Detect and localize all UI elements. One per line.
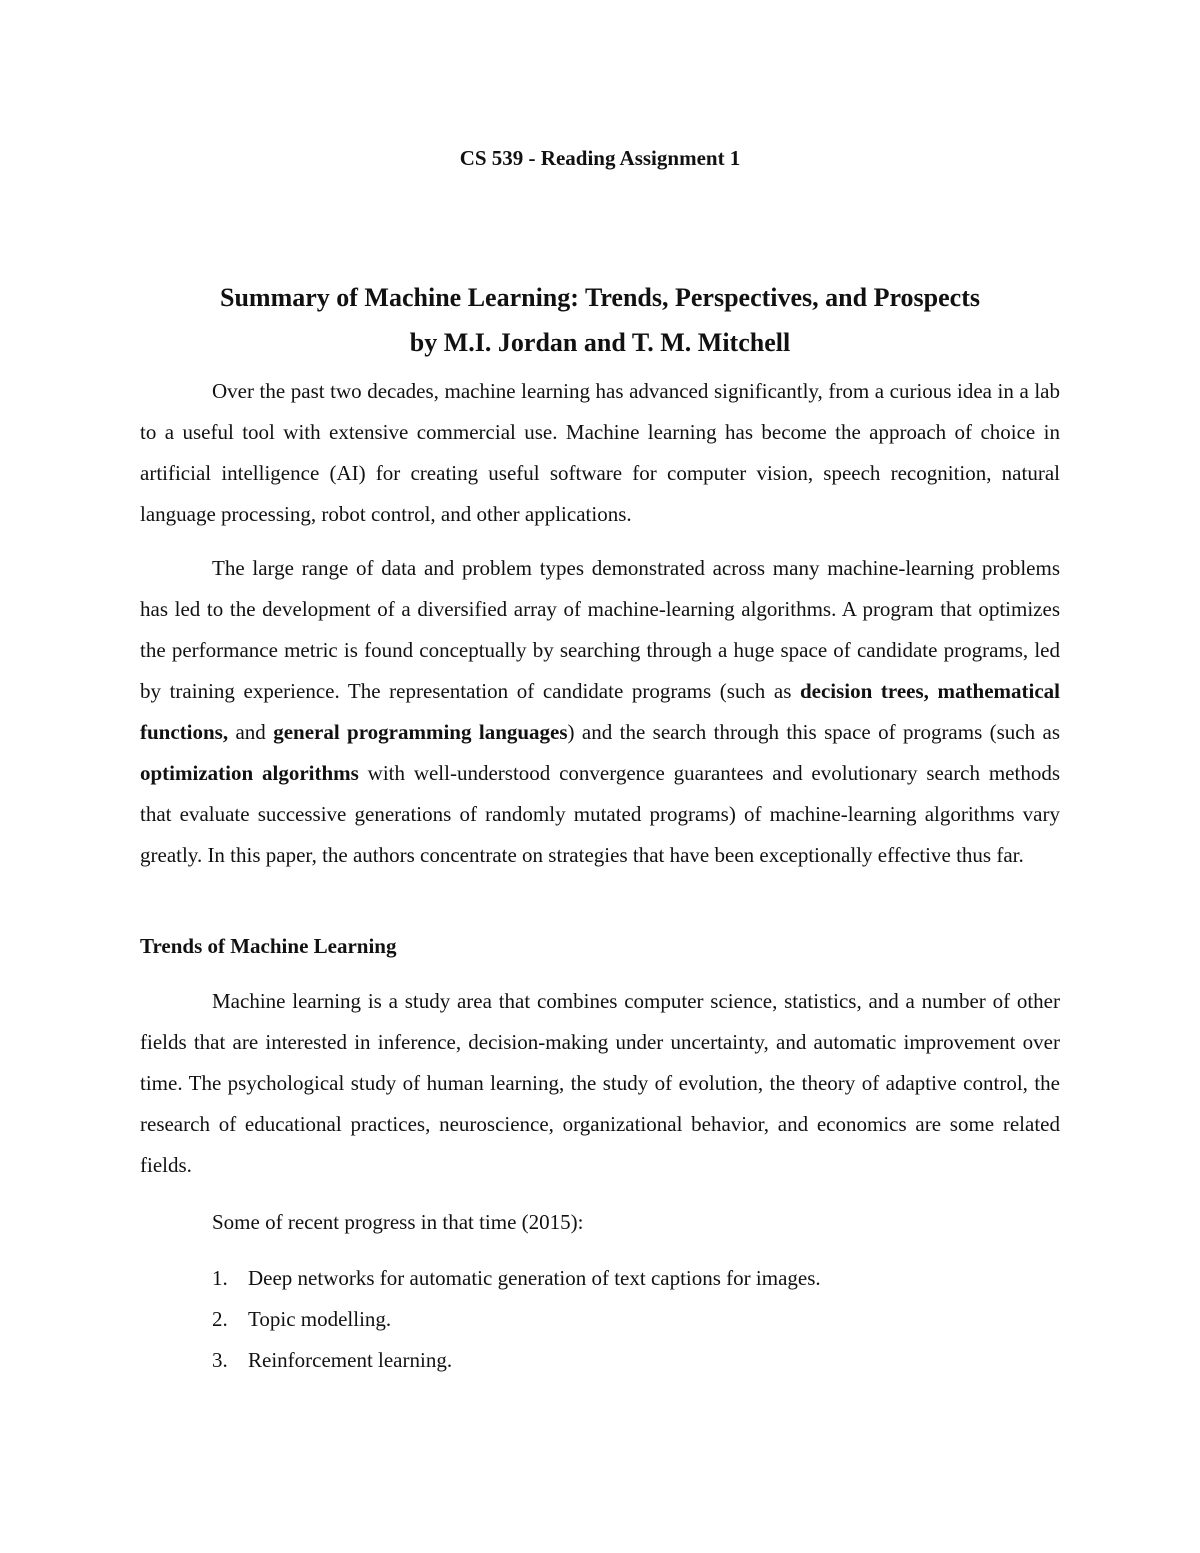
algorithms-bold-term-2: general programming languages — [273, 720, 568, 744]
course-title: CS 539 - Reading Assignment 1 — [459, 146, 741, 170]
algorithms-text-2: and — [228, 720, 274, 744]
list-item-text: Topic modelling. — [248, 1307, 392, 1331]
trends-paragraph: Machine learning is a study area that combines computer science, statistics, and a number of other fields that are interested in inference, decision-making under uncertainty, and automatic improvement over time. The psychological study of human learning, the study of evolution, the theory of adaptive control, the research of educational practices, neuroscience, organizational behavior, and economics are some related fields. — [140, 989, 1060, 1177]
list-item-number: 3. — [212, 1348, 228, 1372]
algorithms-bold-term-3: optimization algorithms — [140, 761, 359, 785]
paper-authors: by M.I. Jordan and T. M. Mitchell — [409, 328, 791, 357]
list-item — [140, 1344, 1060, 1385]
progress-list — [140, 1262, 1060, 1385]
algorithms-text-3: ) and the search through this space of programs (such as — [567, 720, 1060, 744]
algorithms-bold-term-1: decision trees, mathematical functions, — [140, 679, 1060, 744]
list-item-text: Reinforcement learning. — [248, 1348, 453, 1372]
algorithms-paragraph — [140, 548, 1060, 876]
list-item — [140, 1262, 1060, 1303]
intro-paragraph: Over the past two decades, machine learning has advanced significantly, from a curious idea in a lab to a useful tool with extensive commercial use. Machine learning has become the approach of choice in artificial intelligence (AI) for creating useful software for computer vision, speech recognition, natural language processing, robot control, and other applications. — [140, 379, 1060, 526]
list-item — [140, 1303, 1060, 1344]
paper-title: Summary of Machine Learning: Trends, Perspectives, and Prospects — [220, 283, 980, 312]
progress-intro: Some of recent progress in that time (2015): — [212, 1210, 584, 1234]
list-item-text: Deep networks for automatic generation of text captions for images. — [248, 1266, 821, 1290]
algorithms-text-1: The large range of data and problem types demonstrated across many machine-learning problems has led to the development of a diversified array of machine-learning algorithms. A program that optimizes the performance metric is found conceptually by searching through a huge space of candidate programs, led by training experience. The representation of candidate programs (such as — [140, 556, 1060, 703]
list-item-number: 1. — [212, 1266, 228, 1290]
algorithms-text-4: with well-understood convergence guarantees and evolutionary search methods that evaluate successive generations of randomly mutated programs) of machine-learning algorithms vary greatly. In this paper, the authors concentrate on strategies that have been exceptionally effective thus far. — [140, 761, 1060, 867]
section-heading-trends: Trends of Machine Learning — [140, 934, 397, 958]
list-item-number: 2. — [212, 1307, 228, 1331]
